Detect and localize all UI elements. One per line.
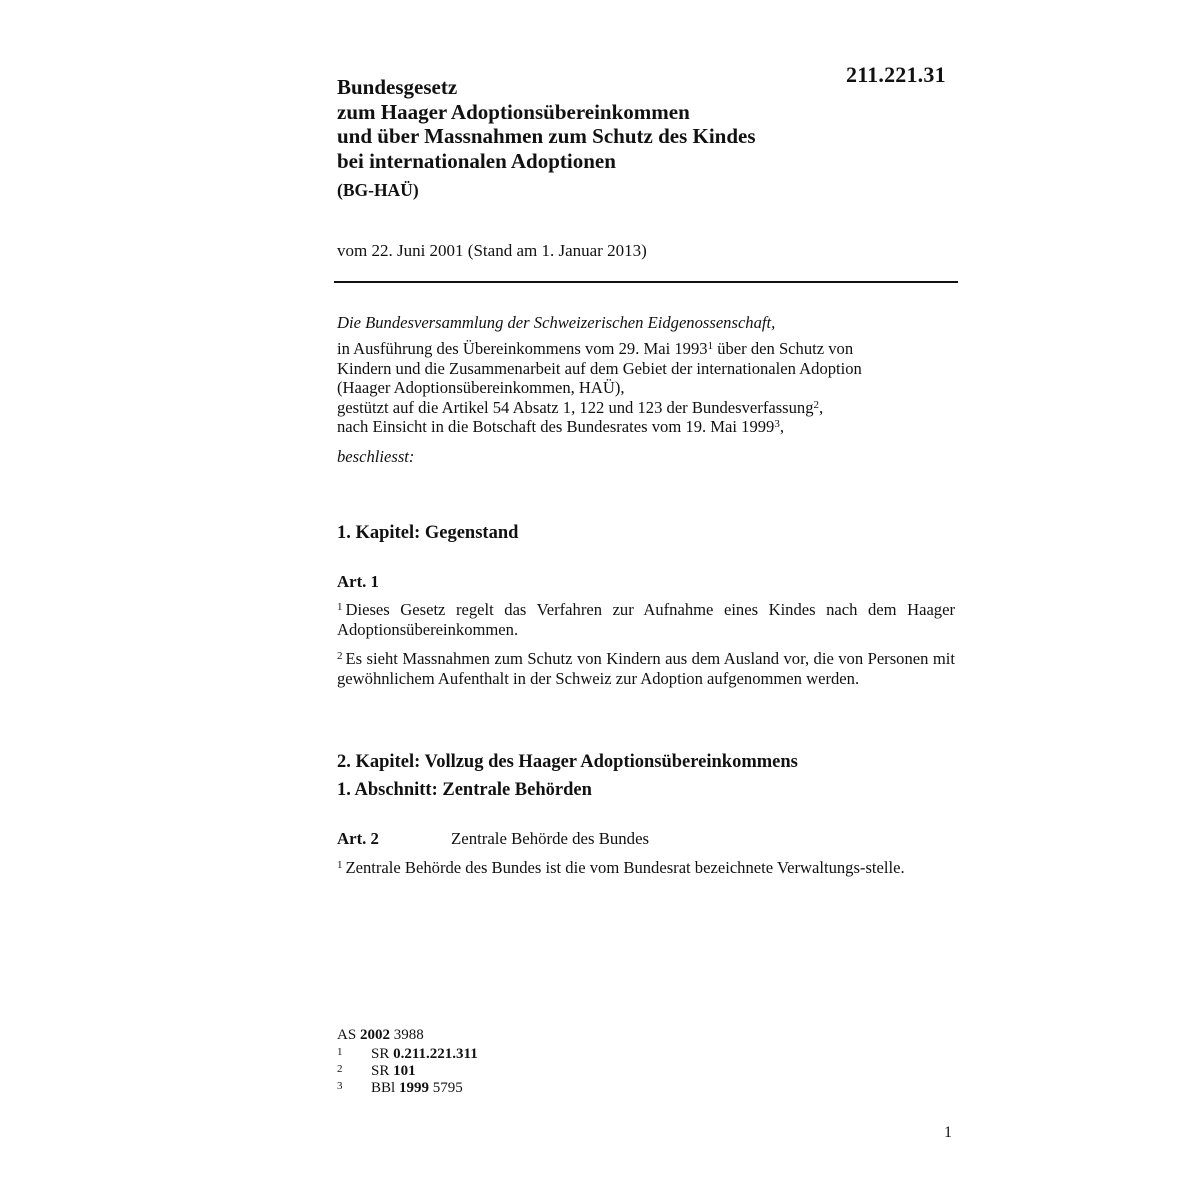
paragraph-text: Es sieht Massnahmen zum Schutz von Kindern aus dem Ausland vor, die von Personen mit gewöhnlichem Aufenthalt in der Schweiz zur Adoption aufgenommen werden. — [337, 649, 955, 688]
preamble-line — [337, 398, 957, 418]
footnote-ref[interactable]: 3 — [774, 418, 780, 430]
footnote-prefix: SR — [371, 1046, 394, 1062]
footnote-text — [371, 1046, 478, 1063]
preamble-text: nach Einsicht in die Botschaft des Bundesrates vom 19. Mai 1999 — [337, 417, 775, 436]
footnote-item — [337, 1063, 478, 1080]
footnote-number: 2 — [337, 1063, 343, 1075]
title-divider — [334, 281, 958, 283]
chapter-heading: 2. Kapitel: Vollzug des Haager Adoptionsübereinkommens — [337, 752, 798, 772]
article-paragraph — [337, 600, 955, 639]
paragraph-number: 2 — [337, 650, 343, 662]
preamble-line: Kindern und die Zusammenarbeit auf dem Gebiet der internationalen Adoption — [337, 358, 862, 378]
law-title — [337, 75, 857, 173]
paragraph-text: Dieses Gesetz regelt das Verfahren zur Aufnahme eines Kindes nach dem Haager Adoptionsübereinkommen. — [337, 600, 955, 639]
footnote-prefix: SR — [371, 1063, 394, 1079]
title-line: Bundesgesetz — [337, 75, 458, 99]
footnote-number: 1 — [337, 1046, 343, 1058]
footnote-number: 3 — [337, 1080, 343, 1092]
footnote-ref-number: 0.211.221.311 — [393, 1046, 478, 1062]
title-line: und über Massnahmen zum Schutz des Kindes — [337, 124, 756, 148]
preamble-line: (Haager Adoptionsübereinkommen, HAÜ), — [337, 378, 625, 397]
paragraph-text: Zentrale Behörde des Bundes ist die vom Bundesrat bezeichnete Verwaltungs-stelle. — [345, 858, 905, 877]
as-prefix: AS — [337, 1027, 360, 1043]
article-heading — [337, 572, 451, 592]
preamble-line — [337, 417, 957, 437]
preamble-line — [337, 339, 957, 359]
article-label: Art. 2 — [337, 829, 379, 848]
as-year: 2002 — [359, 1027, 390, 1043]
title-line: bei internationalen Adoptionen — [337, 148, 616, 173]
footnotes — [337, 1027, 478, 1097]
footnote-ref-number: 101 — [393, 1063, 416, 1079]
paragraph-number: 1 — [337, 601, 343, 613]
article-paragraph — [337, 649, 955, 688]
footnote-prefix: BBl — [371, 1080, 399, 1096]
preamble-text: , — [779, 417, 785, 436]
article-paragraph — [337, 858, 955, 878]
article-title: Zentrale Behörde des Bundes — [451, 829, 650, 848]
paragraph-number: 1 — [337, 859, 343, 871]
preamble-resolves: beschliesst: — [337, 447, 415, 466]
article-label: Art. 1 — [337, 572, 379, 591]
footnote-suffix: 5795 — [428, 1080, 463, 1096]
footnote-ref[interactable]: 2 — [813, 398, 820, 411]
section-heading: 1. Abschnitt: Zentrale Behörden — [337, 780, 592, 800]
article-heading — [337, 829, 649, 849]
sr-number: 211.221.31 — [846, 62, 946, 87]
chapter-heading: 1. Kapitel: Gegenstand — [337, 523, 519, 543]
title-line: zum Haager Adoptionsübereinkommen — [337, 99, 690, 124]
preamble-text: , — [819, 397, 824, 417]
preamble-issuer: Die Bundesversammlung der Schweizerischen Eidgenossenschaft, — [337, 313, 776, 332]
preamble-text: gestützt auf die Artikel 54 Absatz 1, 122 und 123 der Bundesverfassung — [337, 397, 814, 417]
preamble-body — [337, 339, 957, 437]
preamble-text: in Ausführung des Übereinkommens vom 29. Mai 1993 — [337, 339, 708, 358]
as-page: 3988 — [389, 1027, 424, 1043]
footnote-text — [371, 1063, 416, 1080]
footnote-item — [337, 1046, 478, 1063]
short-title: (BG-HAÜ) — [337, 180, 419, 200]
footnote-text — [371, 1080, 463, 1097]
footnote-ref-number: 1999 — [398, 1080, 429, 1096]
preamble-text: über den Schutz von — [713, 339, 854, 358]
footnote-ref[interactable]: 1 — [707, 340, 714, 352]
footnote-item — [337, 1080, 478, 1097]
official-collection-ref — [337, 1027, 478, 1044]
enactment-date: vom 22. Juni 2001 (Stand am 1. Januar 2013) — [337, 241, 647, 260]
page-number: 1 — [944, 1124, 952, 1141]
